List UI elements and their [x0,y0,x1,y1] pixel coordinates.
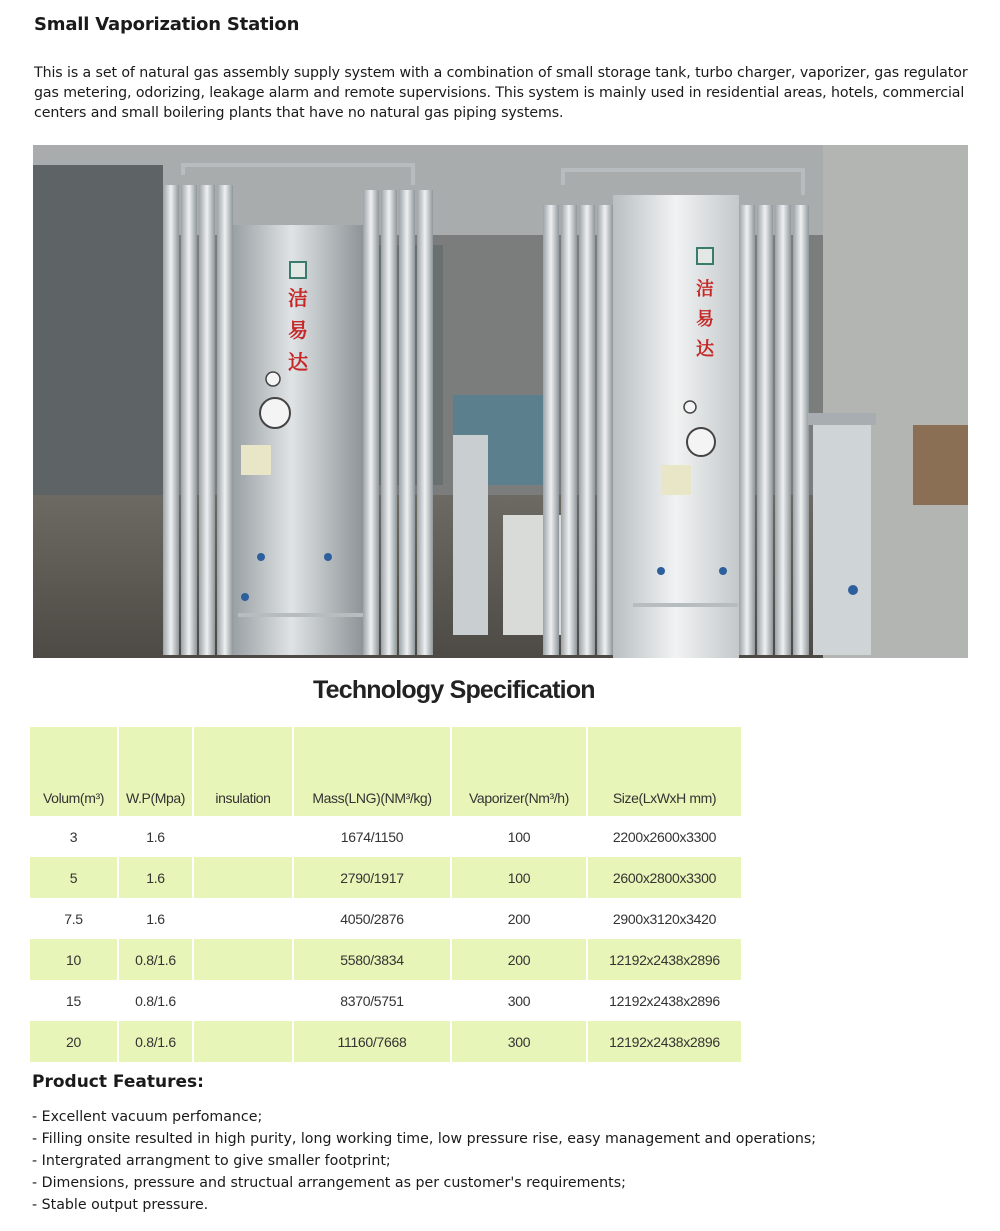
table-row [30,857,742,898]
cell-working-pressure: 1.6 [118,857,193,898]
feature-item: - Filling onsite resulted in high purity, long working time, low pressure rise, easy management and operations; [32,1128,816,1150]
cell-volume: 5 [30,857,118,898]
cell-mass: 2790/1917 [293,857,451,898]
table-row [30,980,742,1021]
table-row [30,939,742,980]
cell-size: 2600x2800x3300 [587,857,742,898]
cell-size: 12192x2438x2896 [587,1021,742,1062]
cell-mass: 1674/1150 [293,816,451,857]
cell-insulation [193,980,293,1021]
table-row [30,898,742,939]
cell-size: 2200x2600x3300 [587,816,742,857]
right-tank-char-1: 洁 [696,279,714,300]
header-working-pressure: W.P(Mpa) [118,727,193,816]
cell-working-pressure: 0.8/1.6 [118,980,193,1021]
feature-item: - Excellent vacuum perfomance; [32,1106,816,1128]
header-mass: Mass(LNG)(NM³/kg) [293,727,451,816]
cell-volume: 20 [30,1021,118,1062]
cell-insulation [193,816,293,857]
table-row [30,1021,742,1062]
cell-volume: 10 [30,939,118,980]
cell-mass: 11160/7668 [293,1021,451,1062]
left-tank-char-3: 达 [288,350,308,374]
table-header-row [30,727,742,816]
cell-vaporizer: 200 [451,898,587,939]
header-insulation: insulation [193,727,293,816]
cell-vaporizer: 100 [451,816,587,857]
cell-mass: 4050/2876 [293,898,451,939]
product-photo [33,145,968,658]
right-tank-char-2: 易 [696,309,714,330]
cell-volume: 3 [30,816,118,857]
header-volume: Volum(m³) [30,727,118,816]
right-tank-char-3: 达 [696,339,714,360]
cell-vaporizer: 100 [451,857,587,898]
cell-volume: 7.5 [30,898,118,939]
cell-vaporizer: 200 [451,939,587,980]
header-vaporizer: Vaporizer(Nm³/h) [451,727,587,816]
spec-table [30,727,743,1062]
cell-vaporizer: 300 [451,1021,587,1062]
intro-paragraph: This is a set of natural gas assembly supply system with a combination of small storage tank, turbo charger, vaporizer, gas regulator gas metering, odorizing, leakage alarm and remote supervisions. This system is mainly used in residential areas, hotels, commercial centers and small boilering plants that have no natural gas piping systems. [34,65,968,121]
cell-insulation [193,857,293,898]
header-size: Size(LxWxH mm) [587,727,742,816]
feature-item: - Stable output pressure. [32,1194,816,1216]
cell-insulation [193,898,293,939]
cell-working-pressure: 0.8/1.6 [118,939,193,980]
spec-title: Technology Specification [313,676,595,704]
features-list [32,1106,816,1216]
left-tank-char-2: 易 [288,318,308,342]
cell-size: 12192x2438x2896 [587,939,742,980]
cell-mass: 5580/3834 [293,939,451,980]
cell-volume: 15 [30,980,118,1021]
cell-insulation [193,939,293,980]
features-title: Product Features: [32,1072,204,1092]
cell-working-pressure: 1.6 [118,816,193,857]
table-row [30,816,742,857]
cell-working-pressure: 1.6 [118,898,193,939]
feature-item: - Intergrated arrangment to give smaller footprint; [32,1150,816,1172]
cell-vaporizer: 300 [451,980,587,1021]
feature-item: - Dimensions, pressure and structual arrangement as per customer's requirements; [32,1172,816,1194]
cell-mass: 8370/5751 [293,980,451,1021]
page-title: Small Vaporization Station [34,14,300,35]
cell-size: 12192x2438x2896 [587,980,742,1021]
cell-size: 2900x3120x3420 [587,898,742,939]
cell-insulation [193,1021,293,1062]
left-tank-char-1: 洁 [288,286,308,310]
cell-working-pressure: 0.8/1.6 [118,1021,193,1062]
